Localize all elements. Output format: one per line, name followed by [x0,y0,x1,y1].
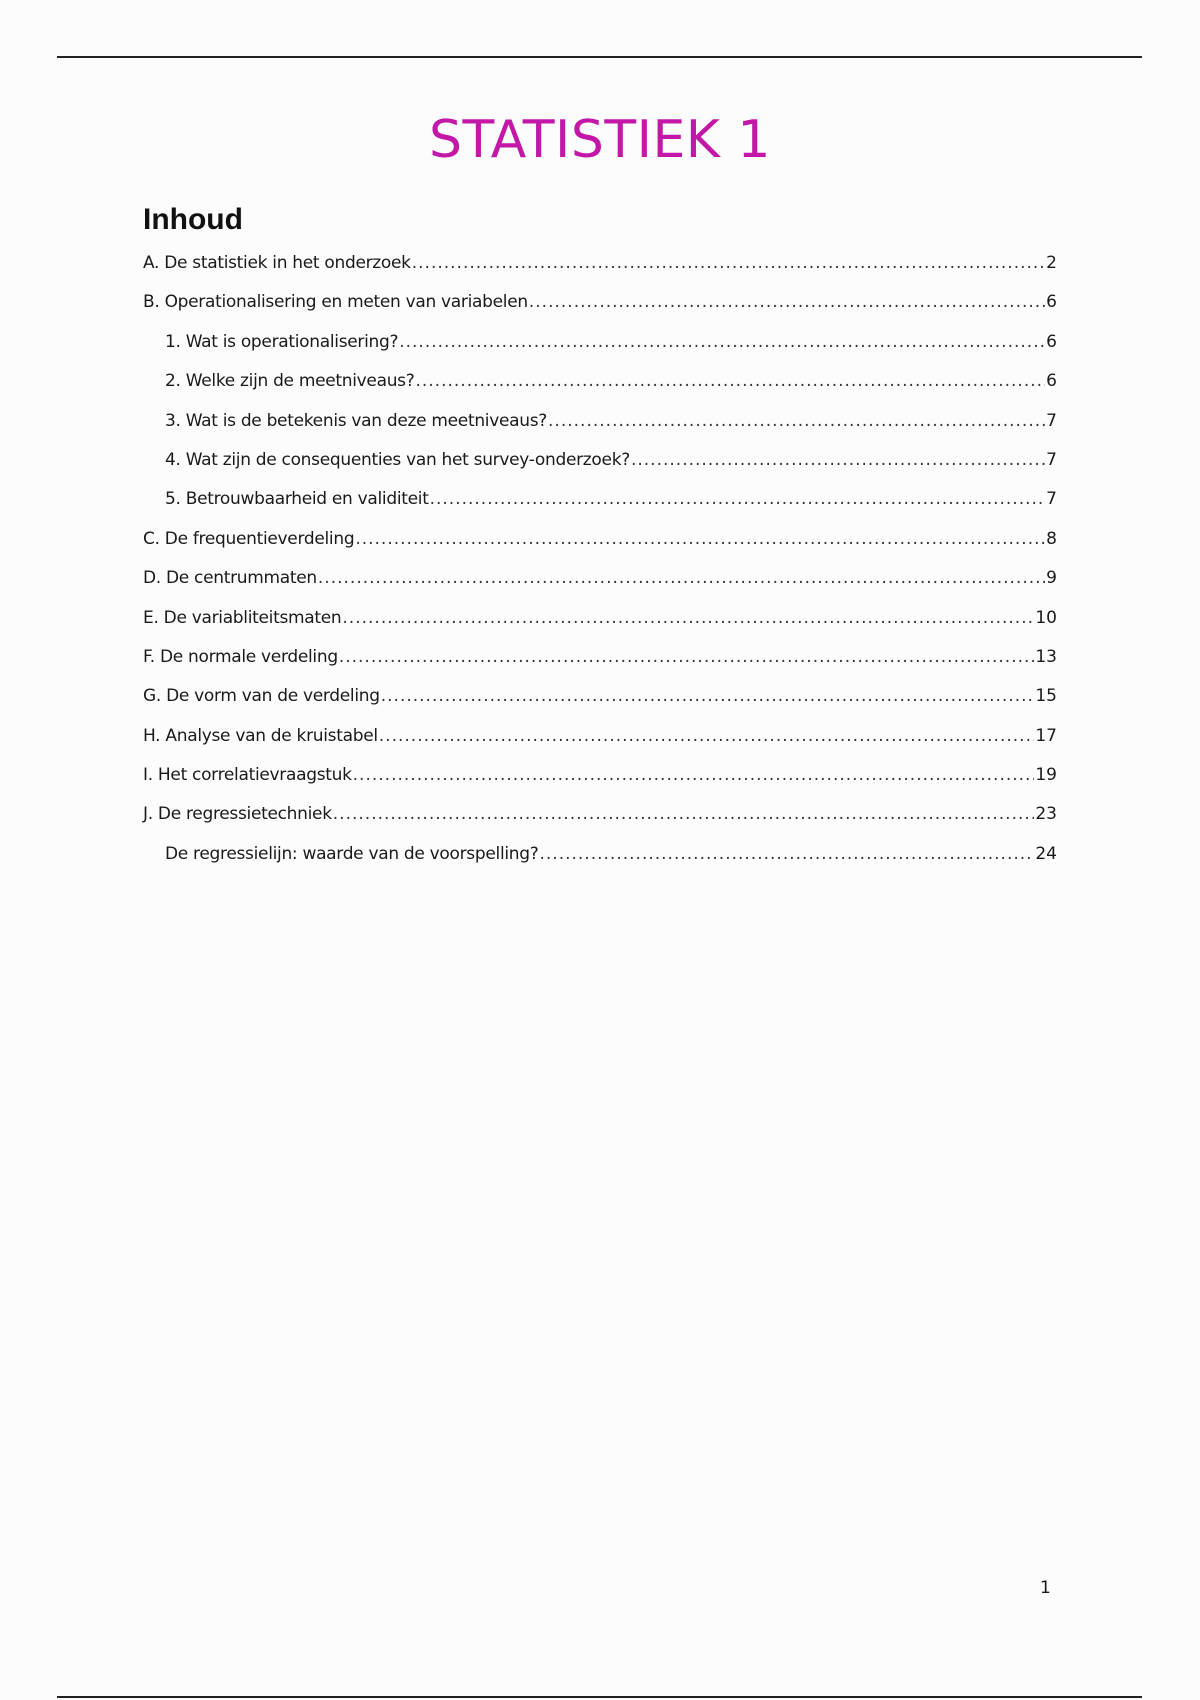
toc-entry-label: A. De statistiek in het onderzoek [143,253,411,273]
toc-entry[interactable] [143,608,1057,647]
toc-entry-label: 5. Betrouwbaarheid en validiteit [165,489,429,510]
toc-entry[interactable] [143,529,1057,568]
toc-leader-dots [415,371,1045,391]
toc-entry-page: 24 [1035,843,1057,864]
toc-leader-dots [342,608,1034,628]
toc-entry-page: 19 [1035,765,1057,786]
toc-entry-page: 7 [1046,449,1057,470]
toc-entry-label: B. Operationalisering en meten van variabelen [143,292,528,313]
toc-entry[interactable] [143,411,1057,450]
toc-entry-page: 9 [1046,568,1057,589]
toc-entry-page: 23 [1035,804,1057,825]
toc-leader-dots [412,253,1045,273]
toc-entry[interactable] [143,371,1057,410]
toc-leader-dots [529,292,1045,312]
toc-entry[interactable] [143,804,1057,843]
toc-entry-label: 2. Welke zijn de meetniveaus? [165,371,415,392]
toc-entry-label: J. De regressietechniek [143,804,332,825]
toc-leader-dots [379,726,1035,746]
header-rule [57,56,1142,58]
toc-entry[interactable] [143,726,1057,765]
toc-leader-dots [631,450,1045,470]
toc-leader-dots [381,686,1035,706]
toc-entry[interactable] [143,450,1057,489]
toc-entry[interactable] [143,253,1057,292]
document-title: STATISTIEK 1 [428,110,772,170]
toc-entry-page: 6 [1046,331,1057,352]
toc-entry-page: 7 [1046,410,1057,431]
toc-entry-page: 8 [1046,528,1057,549]
toc-entry-label: E. De variabliteitsmaten [143,607,342,628]
toc-entry-label: H. Analyse van de kruistabel [143,725,378,746]
toc-entry-label: De regressielijn: waarde van de voorspelling? [165,843,539,864]
toc-entry-label: F. De normale verdeling [143,646,338,667]
toc-leader-dots [399,332,1045,352]
toc-entry-label: G. De vorm van de verdeling [143,686,380,707]
toc-entry-page: 7 [1046,489,1057,510]
toc-entry[interactable] [143,332,1057,371]
table-of-contents [143,253,1057,883]
toc-heading: Inhoud [143,203,243,236]
toc-entry[interactable] [143,292,1057,331]
toc-entry-page: 6 [1046,292,1057,313]
toc-entry-page: 10 [1035,607,1057,628]
toc-entry[interactable] [143,765,1057,804]
toc-entry[interactable] [143,686,1057,725]
toc-entry-page: 6 [1046,371,1057,392]
toc-entry[interactable] [143,844,1057,883]
toc-entry-label: C. De frequentieverdeling [143,528,355,549]
toc-leader-dots [355,529,1045,549]
toc-leader-dots [318,568,1045,588]
toc-entry[interactable] [143,568,1057,607]
toc-entry-page: 15 [1035,686,1057,707]
footer-rule [57,1696,1142,1698]
page-number: 1 [1040,1578,1051,1598]
toc-entry-label: I. Het correlatievraagstuk [143,765,352,786]
toc-entry[interactable] [143,647,1057,686]
toc-entry-page: 2 [1046,253,1057,273]
toc-leader-dots [539,844,1034,864]
toc-entry-page: 17 [1035,725,1057,746]
toc-leader-dots [333,804,1035,824]
toc-leader-dots [548,411,1045,431]
toc-leader-dots [339,647,1035,667]
toc-entry[interactable] [143,489,1057,528]
toc-leader-dots [353,765,1035,785]
toc-entry-page: 13 [1035,646,1057,667]
toc-entry-label: 4. Wat zijn de consequenties van het survey-onderzoek? [165,449,630,470]
toc-entry-label: 3. Wat is de betekenis van deze meetniveaus? [165,410,548,431]
toc-leader-dots [430,489,1046,509]
toc-entry-label: D. De centrummaten [143,568,317,589]
toc-entry-label: 1. Wat is operationalisering? [165,331,399,352]
